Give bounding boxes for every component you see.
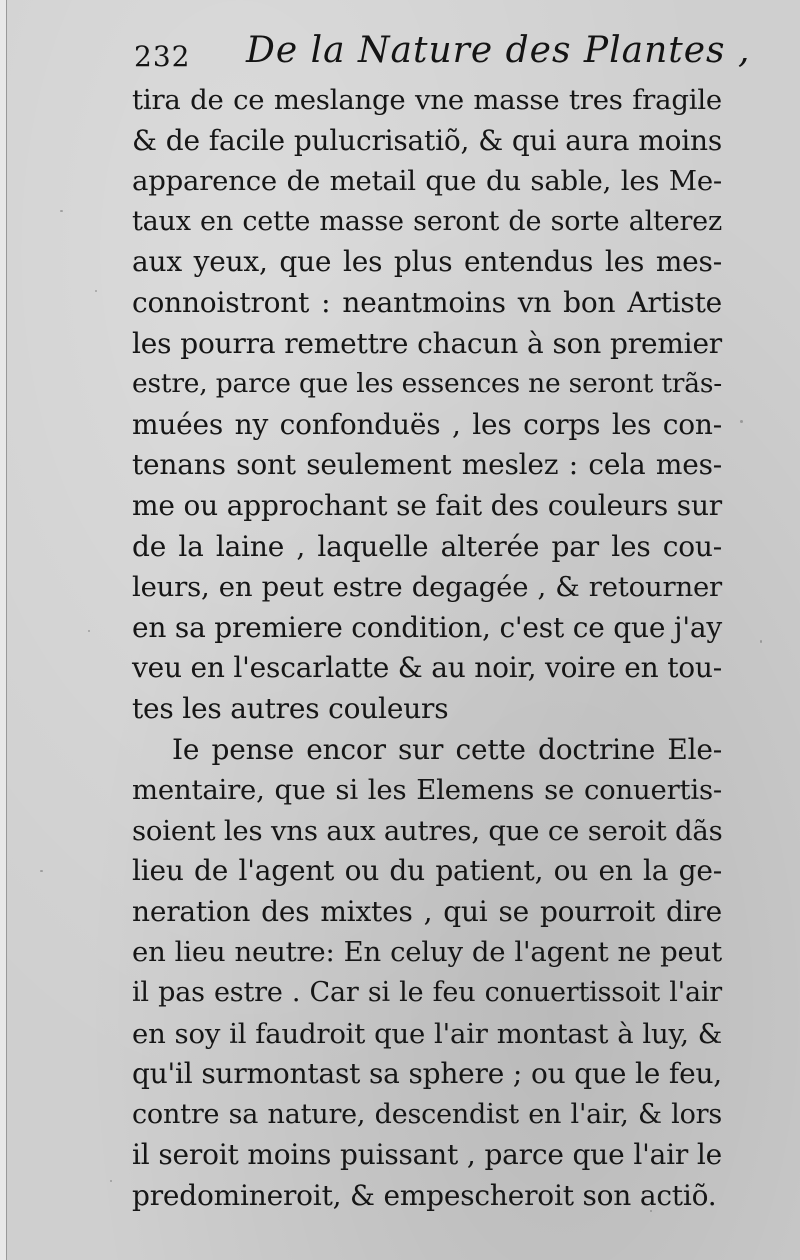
text-line: aux yeux, que les plus entendus les mes- — [132, 245, 722, 279]
text-line: soient les vns aux autres, que ce seroit dãs — [132, 814, 723, 847]
text-line: tenans sont seulement meslez : cela mes- — [132, 448, 722, 482]
text-line: tes les autres couleurs — [132, 691, 449, 725]
page-number: 232 — [134, 40, 191, 73]
text-line: en sa premiere condition, c'est ce que j'ay — [132, 610, 722, 644]
text-line: muées ny confonduës , les corps les con- — [132, 407, 722, 441]
paper-speck — [60, 210, 63, 212]
text-line: en lieu neutre: En celuy de l'agent ne peut — [132, 936, 722, 969]
text-line: il pas estre . Car si le feu conuertissoit l'air — [132, 977, 722, 1009]
paragraph-start-line: Ie pense encor sur cette doctrine Ele- — [172, 732, 722, 766]
text-line: qu'il surmontast sa sphere ; ou que le feu, — [132, 1057, 722, 1091]
running-title: De la Nature des Plantes , — [246, 30, 751, 71]
paper-speck — [40, 870, 43, 872]
text-line: les pourra remettre chacun à son premier — [132, 326, 722, 360]
text-line: neration des mixtes , qui se pourroit dire — [132, 894, 722, 928]
text-line: estre, parce que les essences ne seront trãs- — [132, 368, 722, 400]
page-edge — [0, 0, 7, 1260]
text-line: apparence de metail que du sable, les Me- — [132, 165, 722, 198]
paper-speck — [88, 630, 90, 632]
running-head — [134, 30, 751, 80]
paper-speck — [650, 1210, 652, 1212]
text-line: contre sa nature, descendist en l'air, & lors — [132, 1098, 722, 1130]
paper-speck — [740, 420, 743, 423]
paper-speck — [760, 640, 762, 643]
text-line: taux en cette masse seront de sorte alterez — [132, 205, 722, 237]
text-line: veu en l'escarlatte & au noir, voire en tou- — [132, 651, 723, 685]
paper-speck — [95, 290, 97, 292]
text-line: il seroit moins puissant , parce que l'air le — [132, 1138, 722, 1172]
text-line: de la laine , laquelle alterée par les cou- — [132, 529, 722, 563]
body-text — [132, 80, 722, 1217]
text-line: tira de ce meslange vne masse tres fragile — [132, 84, 722, 116]
text-line: & de facile pulucrisatiõ, & qui aura moins — [132, 123, 722, 157]
text-line: mentaire, que si les Elemens se conuertis- — [132, 774, 722, 807]
text-line: en soy il faudroit que l'air montast à luy, & — [132, 1017, 722, 1050]
paper-speck — [110, 1180, 112, 1182]
text-line: leurs, en peut estre degagée , & retourner — [132, 571, 722, 604]
text-line: connoistront : neantmoins vn bon Artiste — [132, 285, 722, 319]
text-line: me ou approchant se fait des couleurs sur — [132, 488, 722, 522]
text-line: lieu de l'agent ou du patient, ou en la ge- — [132, 854, 722, 888]
text-line: predomineroit, & empescheroit son actiõ. — [132, 1179, 717, 1213]
